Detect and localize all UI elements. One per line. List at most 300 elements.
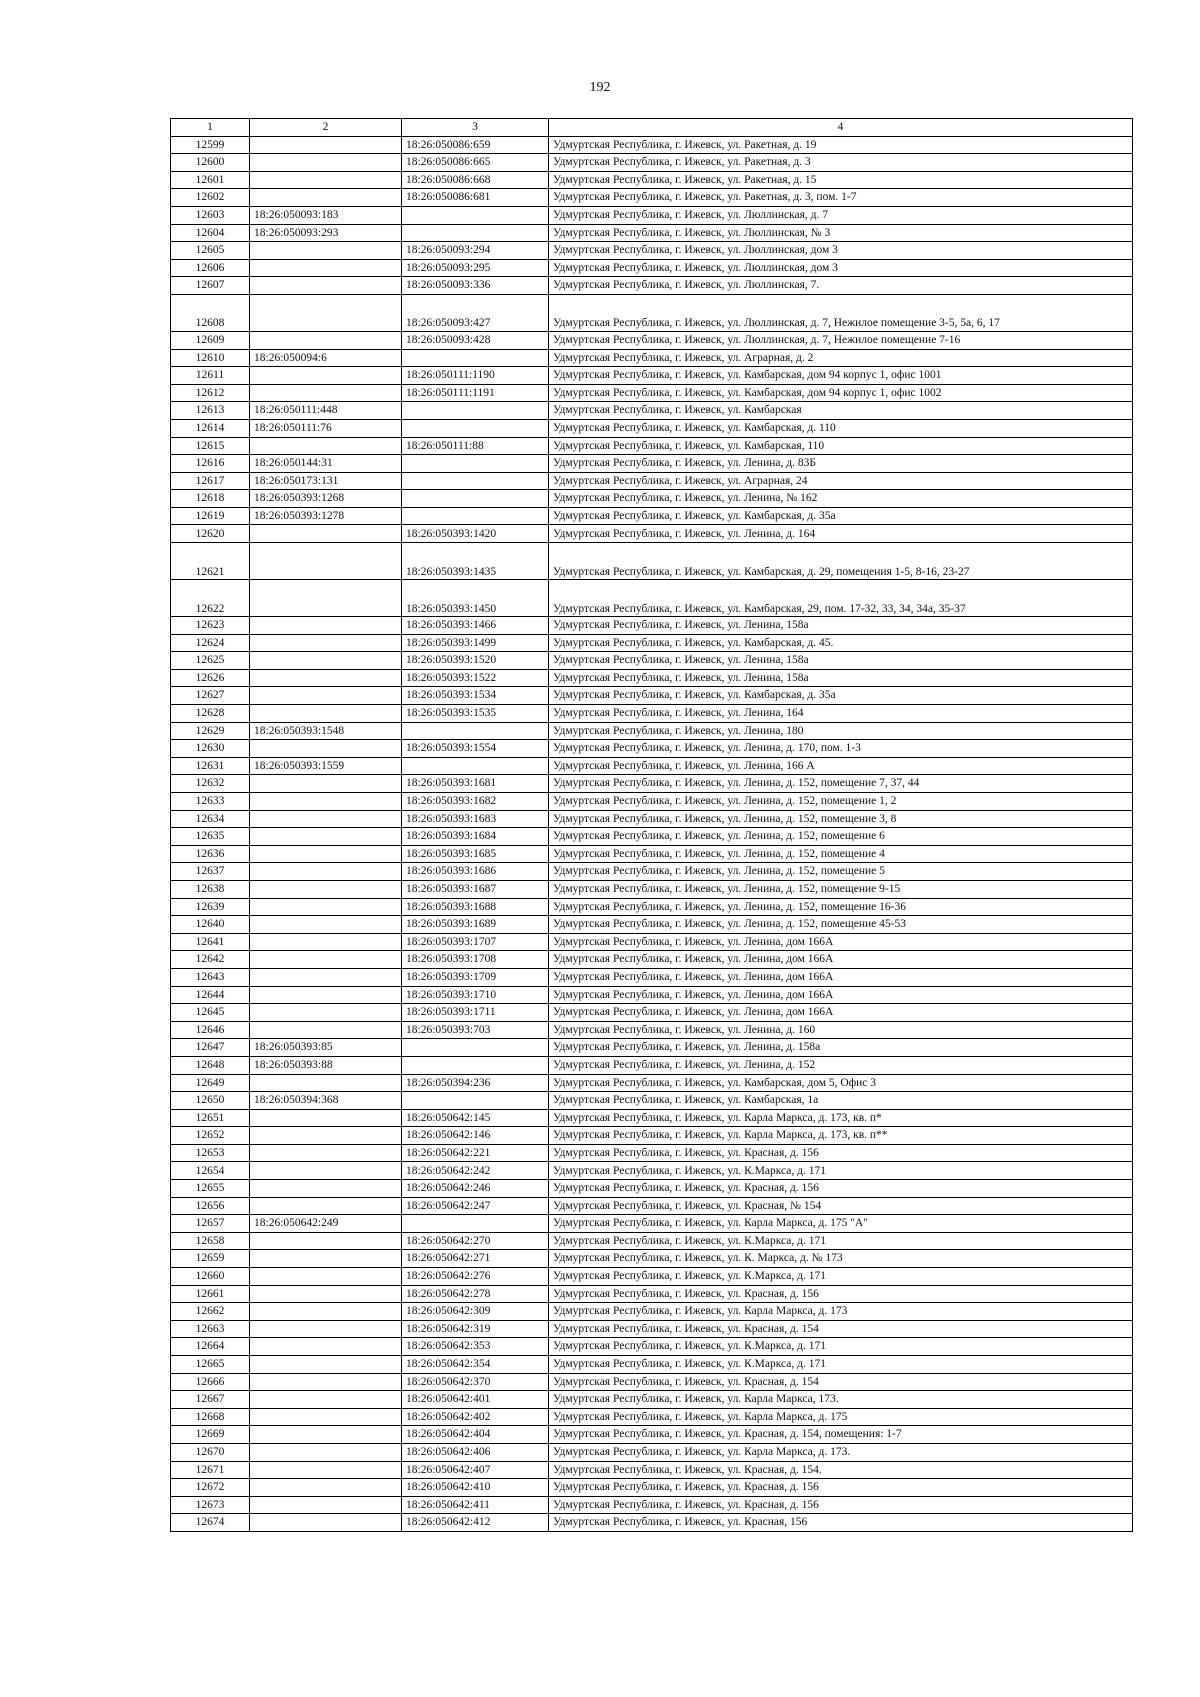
table-row — [171, 1144, 1133, 1162]
object-number: 18:26:050393:1707 — [402, 933, 549, 951]
table-row — [171, 1197, 1133, 1215]
row-number: 12658 — [171, 1232, 250, 1250]
object-number — [402, 1056, 549, 1074]
address: Удмуртская Республика, г. Ижевск, ул. К.Маркса, д. 171 — [549, 1162, 1133, 1180]
header-col-1: 1 — [171, 119, 250, 137]
row-number: 12650 — [171, 1092, 250, 1110]
object-number — [402, 1039, 549, 1057]
table-row — [171, 294, 1133, 331]
address: Удмуртская Республика, г. Ижевск, ул. Ракетная, д. 19 — [549, 136, 1133, 154]
table-row — [171, 1479, 1133, 1497]
address: Удмуртская Республика, г. Ижевск, ул. Ленина, д. 152, помещение 4 — [549, 845, 1133, 863]
table-row — [171, 455, 1133, 473]
address: Удмуртская Республика, г. Ижевск, ул. Красная, д. 156 — [549, 1144, 1133, 1162]
table-row — [171, 1338, 1133, 1356]
address: Удмуртская Республика, г. Ижевск, ул. Ленина, д. 152, помещение 1, 2 — [549, 793, 1133, 811]
table-row — [171, 171, 1133, 189]
address: Удмуртская Республика, г. Ижевск, ул. Красная, д. 154. — [549, 1461, 1133, 1479]
parcel-number — [250, 259, 402, 277]
address: Удмуртская Республика, г. Ижевск, ул. Красная, 156 — [549, 1514, 1133, 1532]
address: Удмуртская Республика, г. Ижевск, ул. Ленина, 158а — [549, 652, 1133, 670]
row-number: 12612 — [171, 384, 250, 402]
parcel-number — [250, 968, 402, 986]
address: Удмуртская Республика, г. Ижевск, ул. Карла Маркса, 173. — [549, 1391, 1133, 1409]
parcel-number — [250, 1144, 402, 1162]
object-number: 18:26:050393:1682 — [402, 793, 549, 811]
address: Удмуртская Республика, г. Ижевск, ул. Люллинская, д. 7, Нежилое помещение 3-5, 5а, 6, 17 — [549, 294, 1133, 331]
row-number: 12599 — [171, 136, 250, 154]
table-row — [171, 402, 1133, 420]
parcel-number — [250, 705, 402, 723]
object-number: 18:26:050642:407 — [402, 1461, 549, 1479]
table-row — [171, 828, 1133, 846]
row-number: 12645 — [171, 1004, 250, 1022]
parcel-number — [250, 652, 402, 670]
table-row — [171, 986, 1133, 1004]
table-row — [171, 490, 1133, 508]
table-row — [171, 652, 1133, 670]
row-number: 12623 — [171, 617, 250, 635]
table-row — [171, 1074, 1133, 1092]
object-number: 18:26:050642:221 — [402, 1144, 549, 1162]
address: Удмуртская Республика, г. Ижевск, ул. К. Маркса, д. № 173 — [549, 1250, 1133, 1268]
parcel-number: 18:26:050093:183 — [250, 206, 402, 224]
parcel-number — [250, 136, 402, 154]
object-number: 18:26:050393:1466 — [402, 617, 549, 635]
parcel-number — [250, 1391, 402, 1409]
address: Удмуртская Республика, г. Ижевск, ул. Карла Маркса, д. 173 — [549, 1303, 1133, 1321]
parcel-number — [250, 367, 402, 385]
address: Удмуртская Республика, г. Ижевск, ул. Аграрная, д. 2 — [549, 349, 1133, 367]
parcel-number: 18:26:050111:76 — [250, 419, 402, 437]
row-number: 12627 — [171, 687, 250, 705]
object-number — [402, 349, 549, 367]
row-number: 12668 — [171, 1408, 250, 1426]
row-number: 12625 — [171, 652, 250, 670]
parcel-number — [250, 1162, 402, 1180]
address: Удмуртская Республика, г. Ижевск, ул. Ракетная, д. 15 — [549, 171, 1133, 189]
table-row — [171, 617, 1133, 635]
table-row — [171, 224, 1133, 242]
address: Удмуртская Республика, г. Ижевск, ул. Камбарская, д. 110 — [549, 419, 1133, 437]
parcel-number: 18:26:050394:368 — [250, 1092, 402, 1110]
object-number — [402, 455, 549, 473]
parcel-number: 18:26:050642:249 — [250, 1215, 402, 1233]
address: Удмуртская Республика, г. Ижевск, ул. Камбарская, дом 94 корпус 1, офис 1002 — [549, 384, 1133, 402]
row-number: 12674 — [171, 1514, 250, 1532]
parcel-number — [250, 189, 402, 207]
parcel-number: 18:26:050393:1268 — [250, 490, 402, 508]
table-row — [171, 916, 1133, 934]
object-number — [402, 206, 549, 224]
row-number: 12649 — [171, 1074, 250, 1092]
address: Удмуртская Республика, г. Ижевск, ул. Люллинская, д. 7, Нежилое помещение 7-16 — [549, 331, 1133, 349]
address: Удмуртская Республика, г. Ижевск, ул. Ленина, № 162 — [549, 490, 1133, 508]
table-row — [171, 1056, 1133, 1074]
address: Удмуртская Республика, г. Ижевск, ул. Камбарская, 1а — [549, 1092, 1133, 1110]
table-row — [171, 349, 1133, 367]
object-number: 18:26:050393:1708 — [402, 951, 549, 969]
table-row — [171, 525, 1133, 543]
row-number: 12640 — [171, 916, 250, 934]
object-number: 18:26:050111:88 — [402, 437, 549, 455]
table-row — [171, 1215, 1133, 1233]
parcel-number — [250, 828, 402, 846]
object-number: 18:26:050642:246 — [402, 1180, 549, 1198]
row-number: 12605 — [171, 242, 250, 260]
row-number: 12670 — [171, 1443, 250, 1461]
table-row — [171, 472, 1133, 490]
page-number: 192 — [589, 80, 611, 95]
address: Удмуртская Республика, г. Ижевск, ул. Ленина, д. 152, помещение 9-15 — [549, 880, 1133, 898]
address: Удмуртская Республика, г. Ижевск, ул. Ленина, д. 152, помещение 45-53 — [549, 916, 1133, 934]
address: Удмуртская Республика, г. Ижевск, ул. Камбарская, д. 35а — [549, 687, 1133, 705]
parcel-number — [250, 1127, 402, 1145]
table-row — [171, 419, 1133, 437]
parcel-number: 18:26:050144:31 — [250, 455, 402, 473]
object-number: 18:26:050642:247 — [402, 1197, 549, 1215]
object-number: 18:26:050111:1191 — [402, 384, 549, 402]
table-row — [171, 1356, 1133, 1374]
address: Удмуртская Республика, г. Ижевск, ул. Ленина, д. 152, помещение 5 — [549, 863, 1133, 881]
row-number: 12672 — [171, 1479, 250, 1497]
row-number: 12643 — [171, 968, 250, 986]
object-number: 18:26:050393:1554 — [402, 740, 549, 758]
table-row — [171, 1514, 1133, 1532]
address: Удмуртская Республика, г. Ижевск, ул. Люллинская, дом 3 — [549, 242, 1133, 260]
table-row — [171, 705, 1133, 723]
table-header — [171, 119, 1133, 137]
parcel-number — [250, 1443, 402, 1461]
table-row — [171, 669, 1133, 687]
parcel-number — [250, 1303, 402, 1321]
row-number: 12628 — [171, 705, 250, 723]
object-number: 18:26:050086:681 — [402, 189, 549, 207]
row-number: 12606 — [171, 259, 250, 277]
object-number: 18:26:050642:309 — [402, 1303, 549, 1321]
table-row — [171, 740, 1133, 758]
row-number: 12617 — [171, 472, 250, 490]
row-number: 12651 — [171, 1109, 250, 1127]
row-number: 12631 — [171, 757, 250, 775]
object-number — [402, 1092, 549, 1110]
table-row — [171, 793, 1133, 811]
row-number: 12663 — [171, 1320, 250, 1338]
parcel-number — [250, 580, 402, 617]
row-number: 12673 — [171, 1496, 250, 1514]
row-number: 12608 — [171, 294, 250, 331]
row-number: 12646 — [171, 1021, 250, 1039]
address: Удмуртская Республика, г. Ижевск, ул. Ленина, д. 152, помещение 6 — [549, 828, 1133, 846]
parcel-number — [250, 277, 402, 295]
table-row — [171, 384, 1133, 402]
parcel-number: 18:26:050393:1559 — [250, 757, 402, 775]
row-number: 12637 — [171, 863, 250, 881]
parcel-number — [250, 1021, 402, 1039]
table-row — [171, 331, 1133, 349]
address: Удмуртская Республика, г. Ижевск, ул. Ракетная, д. 3 — [549, 154, 1133, 172]
object-number — [402, 722, 549, 740]
row-number: 12659 — [171, 1250, 250, 1268]
address: Удмуртская Республика, г. Ижевск, ул. Камбарская, 29, пом. 17-32, 33, 34, 34а, 35-37 — [549, 580, 1133, 617]
parcel-number — [250, 634, 402, 652]
table-body — [171, 136, 1133, 1531]
address: Удмуртская Республика, г. Ижевск, ул. Люллинская, дом 3 — [549, 259, 1133, 277]
header-col-3: 3 — [402, 119, 549, 137]
object-number: 18:26:050642:411 — [402, 1496, 549, 1514]
table-row — [171, 1127, 1133, 1145]
table-row — [171, 1303, 1133, 1321]
row-number: 12630 — [171, 740, 250, 758]
parcel-number: 18:26:050094:6 — [250, 349, 402, 367]
parcel-number — [250, 294, 402, 331]
object-number: 18:26:050642:145 — [402, 1109, 549, 1127]
parcel-number: 18:26:050393:85 — [250, 1039, 402, 1057]
table-row — [171, 1232, 1133, 1250]
row-number: 12638 — [171, 880, 250, 898]
address: Удмуртская Республика, г. Ижевск, ул. Камбарская, дом 94 корпус 1, офис 1001 — [549, 367, 1133, 385]
address: Удмуртская Республика, г. Ижевск, ул. Красная, д. 154, помещения: 1-7 — [549, 1426, 1133, 1444]
row-number: 12615 — [171, 437, 250, 455]
object-number — [402, 402, 549, 420]
table-row — [171, 1373, 1133, 1391]
object-number: 18:26:050393:1522 — [402, 669, 549, 687]
row-number: 12657 — [171, 1215, 250, 1233]
address: Удмуртская Республика, г. Ижевск, ул. Ленина, 158а — [549, 669, 1133, 687]
address: Удмуртская Республика, г. Ижевск, ул. Аграрная, 24 — [549, 472, 1133, 490]
row-number: 12661 — [171, 1285, 250, 1303]
address: Удмуртская Республика, г. Ижевск, ул. Люллинская, № 3 — [549, 224, 1133, 242]
address: Удмуртская Республика, г. Ижевск, ул. Ленина, дом 166А — [549, 933, 1133, 951]
row-number: 12626 — [171, 669, 250, 687]
row-number: 12644 — [171, 986, 250, 1004]
object-number: 18:26:050642:401 — [402, 1391, 549, 1409]
row-number: 12633 — [171, 793, 250, 811]
row-number: 12669 — [171, 1426, 250, 1444]
object-number: 18:26:050642:278 — [402, 1285, 549, 1303]
row-number: 12624 — [171, 634, 250, 652]
object-number: 18:26:050393:1499 — [402, 634, 549, 652]
address: Удмуртская Республика, г. Ижевск, ул. Ленина, 164 — [549, 705, 1133, 723]
address: Удмуртская Республика, г. Ижевск, ул. Ленина, д. 152 — [549, 1056, 1133, 1074]
address: Удмуртская Республика, г. Ижевск, ул. Красная, № 154 — [549, 1197, 1133, 1215]
table-row — [171, 1408, 1133, 1426]
parcel-number — [250, 863, 402, 881]
row-number: 12607 — [171, 277, 250, 295]
address: Удмуртская Республика, г. Ижевск, ул. Ленина, дом 166А — [549, 986, 1133, 1004]
address: Удмуртская Республика, г. Ижевск, ул. Карла Маркса, д. 175 — [549, 1408, 1133, 1426]
table-row — [171, 687, 1133, 705]
row-number: 12609 — [171, 331, 250, 349]
object-number: 18:26:050393:1683 — [402, 810, 549, 828]
table-row — [171, 1268, 1133, 1286]
address: Удмуртская Республика, г. Ижевск, ул. К.Маркса, д. 171 — [549, 1356, 1133, 1374]
parcel-number — [250, 951, 402, 969]
header-row — [171, 119, 1133, 137]
address: Удмуртская Республика, г. Ижевск, ул. К.Маркса, д. 171 — [549, 1268, 1133, 1286]
object-number: 18:26:050393:1687 — [402, 880, 549, 898]
table-row — [171, 1039, 1133, 1057]
object-number: 18:26:050642:406 — [402, 1443, 549, 1461]
object-number: 18:26:050642:271 — [402, 1250, 549, 1268]
row-number: 12664 — [171, 1338, 250, 1356]
parcel-number — [250, 1338, 402, 1356]
row-number: 12601 — [171, 171, 250, 189]
object-number: 18:26:050093:428 — [402, 331, 549, 349]
parcel-number — [250, 1109, 402, 1127]
address: Удмуртская Республика, г. Ижевск, ул. Красная, д. 156 — [549, 1496, 1133, 1514]
object-number: 18:26:050086:659 — [402, 136, 549, 154]
row-number: 12614 — [171, 419, 250, 437]
address: Удмуртская Республика, г. Ижевск, ул. Ленина, 166 А — [549, 757, 1133, 775]
parcel-number — [250, 1479, 402, 1497]
address: Удмуртская Республика, г. Ижевск, ул. Ленина, 180 — [549, 722, 1133, 740]
row-number: 12671 — [171, 1461, 250, 1479]
parcel-number — [250, 1426, 402, 1444]
parcel-number — [250, 1074, 402, 1092]
object-number — [402, 419, 549, 437]
table-row — [171, 1162, 1133, 1180]
parcel-number — [250, 986, 402, 1004]
table-row — [171, 634, 1133, 652]
row-number: 12603 — [171, 206, 250, 224]
object-number: 18:26:050393:1681 — [402, 775, 549, 793]
parcel-number — [250, 1373, 402, 1391]
object-number — [402, 507, 549, 525]
table-row — [171, 1004, 1133, 1022]
address: Удмуртская Республика, г. Ижевск, ул. Карла Маркса, д. 173, кв. п* — [549, 1109, 1133, 1127]
table-row — [171, 810, 1133, 828]
object-number: 18:26:050393:1689 — [402, 916, 549, 934]
address: Удмуртская Республика, г. Ижевск, ул. Камбарская, д. 35а — [549, 507, 1133, 525]
object-number: 18:26:050393:1435 — [402, 543, 549, 580]
row-number: 12629 — [171, 722, 250, 740]
address: Удмуртская Республика, г. Ижевск, ул. Ленина, д. 83Б — [549, 455, 1133, 473]
parcel-number: 18:26:050393:1278 — [250, 507, 402, 525]
object-number: 18:26:050642:242 — [402, 1162, 549, 1180]
table-row — [171, 898, 1133, 916]
parcel-number: 18:26:050393:1548 — [250, 722, 402, 740]
parcel-number — [250, 525, 402, 543]
address: Удмуртская Республика, г. Ижевск, ул. Люллинская, д. 7 — [549, 206, 1133, 224]
parcel-number — [250, 1004, 402, 1022]
object-number: 18:26:050393:1534 — [402, 687, 549, 705]
parcel-number — [250, 1514, 402, 1532]
table-row — [171, 1461, 1133, 1479]
row-number: 12621 — [171, 543, 250, 580]
parcel-number — [250, 331, 402, 349]
object-number: 18:26:050393:1710 — [402, 986, 549, 1004]
parcel-number — [250, 1232, 402, 1250]
table-row — [171, 1180, 1133, 1198]
object-number: 18:26:050642:370 — [402, 1373, 549, 1391]
address: Удмуртская Республика, г. Ижевск, ул. Камбарская, 110 — [549, 437, 1133, 455]
object-number: 18:26:050111:1190 — [402, 367, 549, 385]
table-row — [171, 259, 1133, 277]
address: Удмуртская Республика, г. Ижевск, ул. Красная, д. 156 — [549, 1285, 1133, 1303]
object-number: 18:26:050642:354 — [402, 1356, 549, 1374]
object-number: 18:26:050393:1686 — [402, 863, 549, 881]
row-number: 12604 — [171, 224, 250, 242]
parcel-number — [250, 898, 402, 916]
parcel-number — [250, 1320, 402, 1338]
table-row — [171, 206, 1133, 224]
row-number: 12618 — [171, 490, 250, 508]
parcel-number — [250, 793, 402, 811]
registry-table — [170, 118, 1133, 1532]
object-number: 18:26:050393:1688 — [402, 898, 549, 916]
address: Удмуртская Республика, г. Ижевск, ул. Камбарская, д. 29, помещения 1-5, 8-16, 23-27 — [549, 543, 1133, 580]
row-number: 12613 — [171, 402, 250, 420]
object-number: 18:26:050093:427 — [402, 294, 549, 331]
address: Удмуртская Республика, г. Ижевск, ул. Ленина, д. 170, пом. 1-3 — [549, 740, 1133, 758]
table-row — [171, 863, 1133, 881]
object-number: 18:26:050642:404 — [402, 1426, 549, 1444]
address: Удмуртская Республика, г. Ижевск, ул. К.Маркса, д. 171 — [549, 1338, 1133, 1356]
address: Удмуртская Республика, г. Ижевск, ул. Ленина, д. 152, помещение 3, 8 — [549, 810, 1133, 828]
table-row — [171, 722, 1133, 740]
row-number: 12634 — [171, 810, 250, 828]
object-number — [402, 224, 549, 242]
row-number: 12611 — [171, 367, 250, 385]
parcel-number — [250, 242, 402, 260]
row-number: 12641 — [171, 933, 250, 951]
parcel-number — [250, 880, 402, 898]
address: Удмуртская Республика, г. Ижевск, ул. Карла Маркса, д. 175 "А" — [549, 1215, 1133, 1233]
parcel-number — [250, 740, 402, 758]
object-number: 18:26:050642:270 — [402, 1232, 549, 1250]
object-number: 18:26:050086:665 — [402, 154, 549, 172]
object-number: 18:26:050393:703 — [402, 1021, 549, 1039]
object-number: 18:26:050394:236 — [402, 1074, 549, 1092]
row-number: 12616 — [171, 455, 250, 473]
object-number: 18:26:050642:410 — [402, 1479, 549, 1497]
address: Удмуртская Республика, г. Ижевск, ул. Красная, д. 154 — [549, 1373, 1133, 1391]
address: Удмуртская Республика, г. Ижевск, ул. Ленина, дом 166А — [549, 968, 1133, 986]
parcel-number — [250, 669, 402, 687]
address: Удмуртская Республика, г. Ижевск, ул. Ленина, д. 152, помещение 16-36 — [549, 898, 1133, 916]
row-number: 12667 — [171, 1391, 250, 1409]
parcel-number — [250, 171, 402, 189]
header-col-2: 2 — [250, 119, 402, 137]
parcel-number — [250, 437, 402, 455]
parcel-number — [250, 617, 402, 635]
object-number: 18:26:050393:1535 — [402, 705, 549, 723]
address: Удмуртская Республика, г. Ижевск, ул. К.Маркса, д. 171 — [549, 1232, 1133, 1250]
address: Удмуртская Республика, г. Ижевск, ул. Ленина, дом 166А — [549, 951, 1133, 969]
table-row — [171, 757, 1133, 775]
address: Удмуртская Республика, г. Ижевск, ул. Ленина, д. 158а — [549, 1039, 1133, 1057]
object-number: 18:26:050393:1684 — [402, 828, 549, 846]
table-row — [171, 1426, 1133, 1444]
table-row — [171, 189, 1133, 207]
table-row — [171, 775, 1133, 793]
table-row — [171, 1443, 1133, 1461]
row-number: 12660 — [171, 1268, 250, 1286]
header-col-4: 4 — [549, 119, 1133, 137]
object-number: 18:26:050642:412 — [402, 1514, 549, 1532]
address: Удмуртская Республика, г. Ижевск, ул. Камбарская, дом 5, Офис 3 — [549, 1074, 1133, 1092]
row-number: 12653 — [171, 1144, 250, 1162]
row-number: 12648 — [171, 1056, 250, 1074]
row-number: 12662 — [171, 1303, 250, 1321]
parcel-number — [250, 775, 402, 793]
parcel-number — [250, 1356, 402, 1374]
object-number: 18:26:050393:1685 — [402, 845, 549, 863]
object-number: 18:26:050642:276 — [402, 1268, 549, 1286]
row-number: 12666 — [171, 1373, 250, 1391]
object-number — [402, 757, 549, 775]
